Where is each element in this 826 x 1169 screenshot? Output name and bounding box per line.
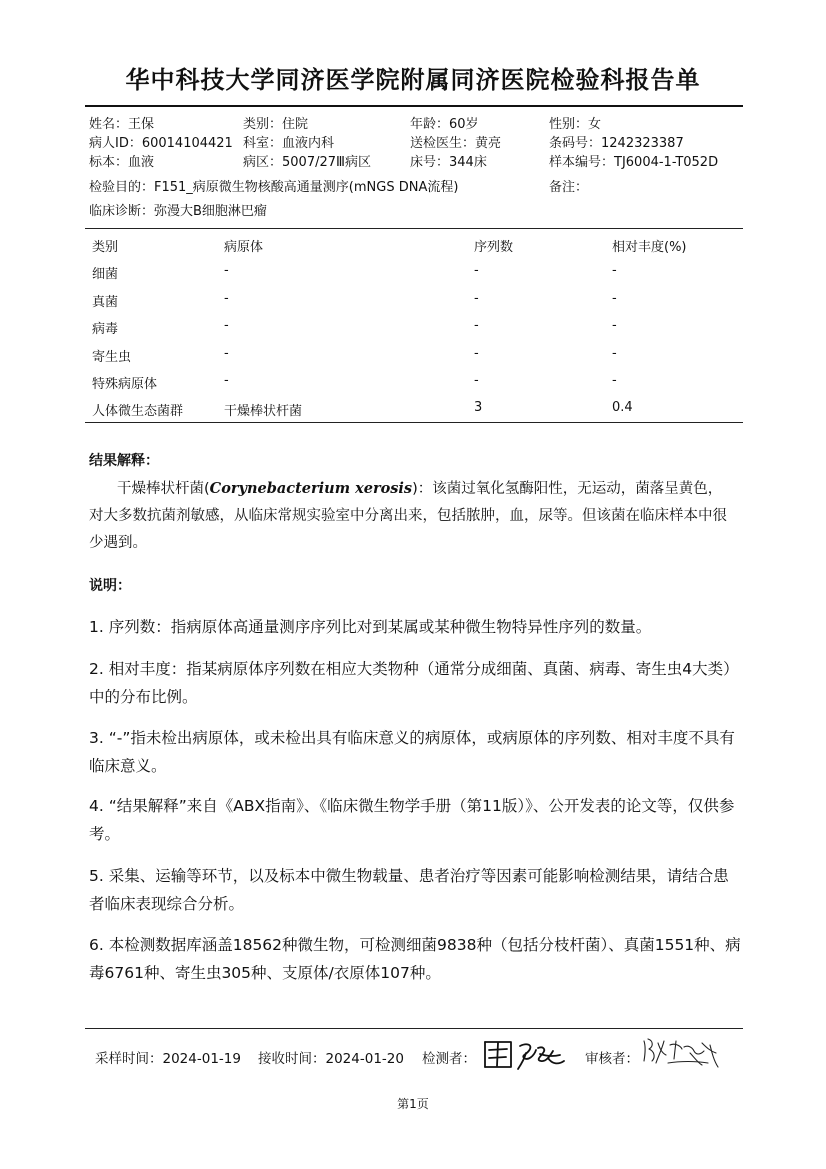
organism-chinese-name: 干燥棒状杆菌(	[117, 481, 210, 497]
table-row	[92, 373, 732, 400]
table-row	[92, 318, 732, 345]
page-number: 第1页	[397, 1097, 429, 1111]
interpretation-body: )：该菌过氧化氢酶阳性，无运动，菌落呈黄色，对大多数抗菌剂敏感，从临床常规实验室中分离出来，包括脓肿，血，尿等。但该菌在临床样本中很少遇到。	[89, 481, 727, 551]
note-item: 6. 本检测数据库涵盖18562种微生物，可检测细菌9838种（包括分枝杆菌）、真菌1551种、病毒6761种、寄生虫305种、支原体/衣原体107种。	[89, 936, 741, 982]
row-category: 病毒	[92, 322, 119, 338]
table-row	[92, 291, 732, 318]
header-pathogen: 病原体	[224, 240, 264, 255]
row-read-count: -	[474, 372, 479, 388]
row-read-count: -	[474, 318, 479, 334]
table-header-row	[92, 236, 732, 263]
row-category: 特殊病原体	[92, 376, 158, 392]
notes-heading: 说明：	[89, 578, 131, 594]
note-item: 4. “结果解释”来自《ABX指南》、《临床微生物学手册（第11版）》、公开发表的论文等，仅供参考。	[89, 797, 735, 843]
row-pathogen: -	[224, 372, 229, 388]
barcode: 条码号：1242323387	[549, 136, 684, 151]
row-pathogen: -	[224, 318, 229, 334]
note-item: 2. 相对丰度：指某病原体序列数在相应大类物种（通常分成细菌、真菌、病毒、寄生虫4大类）中的分布比例。	[89, 660, 739, 706]
results-table	[92, 236, 732, 428]
patient-sex: 性别：女	[549, 117, 602, 132]
ordering-doctor: 送检医生：黄亮	[410, 136, 502, 151]
tester-signature-icon	[480, 1036, 572, 1072]
organism-latin-name: Corynebacterium xerosis	[209, 480, 413, 497]
note-item: 5. 采集、运输等环节，以及标本中微生物载量、患者治疗等因素可能影响检测结果，请结合患者临床表现综合分析。	[89, 867, 729, 913]
table-row	[92, 400, 732, 427]
reviewer-signature-icon	[640, 1033, 724, 1073]
specimen: 标本：血液	[89, 155, 155, 170]
interpretation-heading: 结果解释：	[89, 453, 159, 469]
header-abundance: 相对丰度(%)	[612, 240, 687, 255]
row-category: 真菌	[92, 294, 119, 310]
row-read-count: -	[474, 263, 479, 279]
row-pathogen: -	[224, 290, 229, 306]
row-pathogen: -	[224, 263, 229, 279]
row-pathogen: 干燥棒状杆菌	[224, 404, 303, 420]
receive-time: 接收时间：2024-01-20	[258, 1051, 404, 1067]
row-category: 人体微生态菌群	[92, 404, 184, 420]
row-category: 细菌	[92, 267, 119, 283]
patient-age: 年龄：60岁	[410, 117, 479, 132]
row-abundance: 0.4	[612, 400, 633, 416]
patient-name: 姓名：王保	[89, 117, 155, 132]
remark: 备注：	[549, 180, 589, 195]
row-read-count: 3	[474, 400, 483, 416]
row-abundance: -	[612, 290, 617, 306]
test-purpose: 检验目的：F151_病原微生物核酸高通量测序(mNGS DNA流程)	[89, 180, 459, 195]
ward: 病区：5007/27Ⅲ病区	[243, 155, 371, 170]
patient-category: 类别：住院	[243, 117, 309, 132]
header-read-count: 序列数	[474, 240, 514, 255]
table-bottom-divider	[85, 422, 743, 423]
clinical-diagnosis: 临床诊断：弥漫大B细胞淋巴瘤	[89, 204, 267, 219]
row-abundance: -	[612, 372, 617, 388]
interpretation-text	[89, 475, 735, 557]
row-read-count: -	[474, 290, 479, 306]
table-top-divider	[85, 228, 743, 229]
row-category: 寄生虫	[92, 349, 132, 365]
sample-time: 采样时间：2024-01-19	[95, 1051, 241, 1067]
reviewer-label: 审核者：	[585, 1051, 639, 1067]
footer-divider	[85, 1028, 743, 1029]
table-row	[92, 346, 732, 373]
report-title: 华中科技大学同济医学院附属同济医院检验科报告单	[125, 66, 701, 94]
note-item: 1. 序列数：指病原体高通量测序序列比对到某属或某种微生物特异性序列的数量。	[89, 618, 652, 636]
title-divider	[85, 105, 743, 107]
row-abundance: -	[612, 345, 617, 361]
bed-number: 床号：344床	[410, 155, 487, 170]
tester-label: 检测者：	[422, 1051, 476, 1067]
row-read-count: -	[474, 345, 479, 361]
header-category: 类别	[92, 240, 119, 255]
table-row	[92, 263, 732, 290]
patient-department: 科室：血液内科	[243, 136, 335, 151]
row-abundance: -	[612, 263, 617, 279]
row-abundance: -	[612, 318, 617, 334]
row-pathogen: -	[224, 345, 229, 361]
note-item: 3. “-”指未检出病原体，或未检出具有临床意义的病原体，或病原体的序列数、相对丰度不具有临床意义。	[89, 729, 735, 775]
sample-number: 样本编号：TJ6004-1-T052D	[549, 155, 719, 170]
patient-id: 病人ID：60014104421	[89, 136, 233, 151]
